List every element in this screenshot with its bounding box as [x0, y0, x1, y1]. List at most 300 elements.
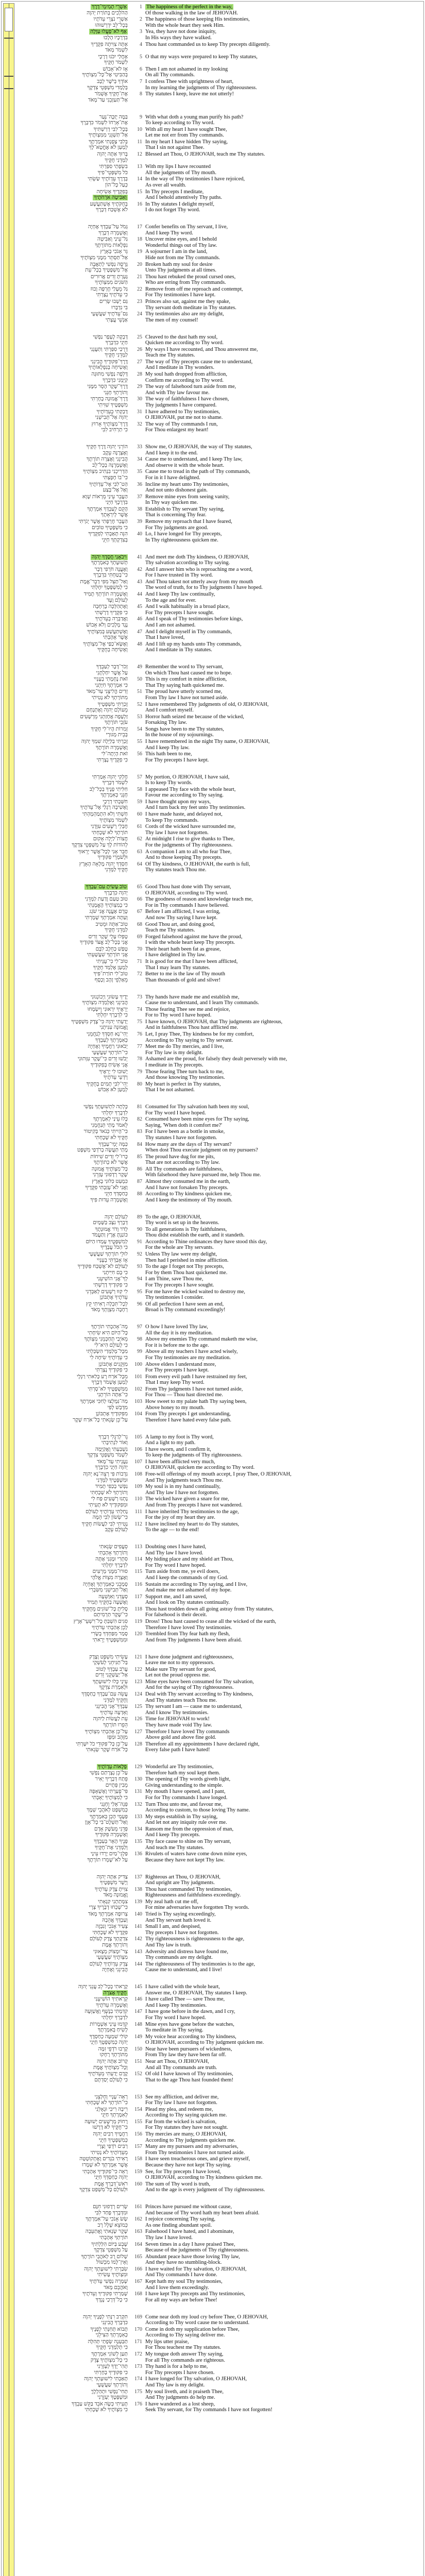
hebrew-line: בְּצִדְקָתְךָ חַיֵּנִי [101, 537, 128, 543]
english-line: Many are my pursuers and my adversaries, [145, 2144, 239, 2150]
verse-number: 129 [134, 1764, 142, 1770]
hebrew-line: כִּי עֵדֹתֶיךָ נָצָרְתִּי [96, 292, 128, 298]
hebrew-text [20, 1654, 131, 1666]
english-line: And they have no stumbling-block. [145, 2260, 222, 2266]
hebrew-line: סְעָדֵנִי וְאִוָּשֵׁעָה [98, 1594, 128, 1600]
hebrew-line: בְּהַבִּיטִי אֶל־כָּל־מִצְוֺתֶיךָ [82, 72, 128, 78]
verse-row [20, 176, 421, 189]
english-text [145, 2327, 418, 2338]
english-line: Quicken me according to Thy word. [145, 340, 224, 346]
english-line: For Thou teachest me Thy statutes. [145, 2345, 222, 2351]
hebrew-line: מִפִּקּוּדֶיךָ אֶתְבּוֹנָן [95, 1411, 128, 1417]
verse-number: 126 [134, 1716, 142, 1722]
english-text [145, 54, 418, 66]
verse-number: 53 [137, 714, 142, 720]
hebrew-line: וְתוֹרָתְךָ אֱמֶת [101, 1942, 128, 1948]
hebrew-line: וִיבֹאֻנִי חֲסָדֶךָ יְהוָה [91, 554, 127, 560]
hebrew-line: מֵעוֹלָם יְהוָה וָאֶתְנֶחָם [86, 707, 128, 714]
hebrew-text [20, 519, 131, 531]
hebrew-line: אֲנִי תּוֹרָתְךָ שִׁעֲשָׁעְתִּי [87, 952, 128, 958]
hebrew-line: חָבֵר אָנִי לְכָל־אֲשֶׁר יְרֵאוּךָ [78, 849, 128, 855]
english-line: I have inherited Thy testimonies to the age, [145, 1509, 239, 1515]
verse-row [20, 604, 421, 616]
hebrew-line: כִּי־שֶׁקֶר תַּרְמִיתָם [93, 1612, 128, 1618]
hebrew-line: אַחֲלַי יִכֹּנוּ דְרָכָי [98, 54, 128, 60]
english-line: For Thy word I have hoped. [145, 1562, 206, 1568]
english-line: Those fearing Thee turn back to me, [145, 1069, 224, 1075]
hebrew-line: וְיָשָׁר מִשְׁפָּטֶיךָ [99, 1880, 128, 1886]
hebrew-line: כִּי־הָיִיתִי כְּנֹאד בְּקִיטוֹר [83, 1129, 128, 1135]
english-text [145, 2009, 418, 2021]
english-line: Falsehood I have hated, and I abominate, [145, 2229, 234, 2235]
english-text [145, 1691, 418, 1703]
hebrew-text [20, 176, 131, 188]
verse-row [20, 151, 421, 164]
english-line: For to Thy word I have hoped. [145, 1012, 212, 1019]
hebrew-text [20, 2144, 131, 2156]
hebrew-line: טוֹב־לִי כִי־עֻנֵּיתִי [96, 959, 128, 965]
hebrew-text [20, 1336, 131, 1348]
stanza-gap [20, 2194, 421, 2204]
english-text [145, 896, 418, 908]
hebrew-line: לְמַעַן לֹא אֶחֱטָא־לָךְ [89, 145, 128, 151]
english-line: For Thy precepts I have chosen. [145, 2369, 215, 2376]
verse-row [20, 506, 421, 519]
english-text [145, 1104, 418, 1116]
english-line: And I meditate in Thy statutes. [145, 647, 212, 653]
hebrew-line: אֲשֶׁר אִמְרָתְךָ לֹא שָׁמָרוּ [82, 2162, 128, 2168]
english-text [145, 1996, 418, 2008]
english-line: Thou hast rebuked the proud cursed ones, [145, 274, 236, 280]
english-line: To the age, O JEHOVAH, [145, 1214, 201, 1220]
english-text [145, 139, 418, 151]
english-line: I with the whole heart keep Thy precepts. [145, 940, 235, 946]
english-line: For Thy precepts I have sought. [145, 609, 214, 616]
english-line: And Thy law I have not forgotten. [145, 1489, 219, 1496]
verse-number: 145 [134, 1984, 142, 1990]
english-line: Thy law I have not forgotten. [145, 829, 209, 836]
verse-row [20, 482, 421, 494]
english-text [145, 519, 418, 531]
english-line: I have inclined my heart to do Thy statutes, [145, 1521, 240, 1527]
verse-number: 159 [134, 2168, 142, 2175]
verse-number: 44 [137, 591, 142, 598]
verse-row [20, 2022, 421, 2034]
english-line: Thou hast commanded Thy testimonies, [145, 1886, 232, 1892]
english-line: This is my comfort in mine affliction, [145, 676, 227, 683]
verse-number: 23 [137, 299, 142, 305]
hebrew-line: מִתּוֹרָתְךָ לֹא נָטִיתִי [91, 694, 128, 701]
english-line: Almost they consumed me in the earth, [145, 1179, 230, 1185]
english-text [145, 2119, 418, 2131]
hebrew-line: גַּל מֵעָלַי חֶרְפָּה וָבוּז [90, 286, 128, 292]
english-text [145, 42, 418, 54]
english-line: And now Thy saying I have kept. [145, 914, 218, 921]
english-text [145, 1471, 418, 1483]
hebrew-line: רָחוֹק מֵרְשָׁעִים יְשׁוּעָה [84, 2119, 128, 2125]
verse-row [20, 1324, 421, 1336]
hebrew-line: מִזָּהָב וּמִפָּז [107, 1735, 128, 1741]
hebrew-line: וּמִמִּשְׁפָּטֶיךָ יָרֵאתִי [92, 1637, 128, 1643]
hebrew-line: נָטִיתִי לִבִּי לַעֲשׂוֹת חֻקֶּיךָ [81, 1521, 128, 1527]
hebrew-text [20, 371, 131, 383]
hebrew-line: שֶׁבַע בַּיּוֹם הִלַּלְתִּיךָ [91, 2241, 128, 2247]
hebrew-text [20, 506, 131, 518]
hebrew-line: קָרְבוּ רֹדְפֵי זִמָּה [98, 2046, 128, 2052]
hebrew-line: תּוֹרָתְךָ לֹא שָׁכָחְתִּי [91, 829, 128, 836]
hebrew-line: סִגִים הִשְׁבַּתָּ כָל־רִשְׁעֵי־אָרֶץ [73, 1619, 128, 1625]
english-line: That to the age Thou hast founded them! [145, 2077, 233, 2083]
english-line: And to those keeping Thy precepts. [145, 855, 223, 861]
english-line: And all Thy commands are truth. [145, 2064, 217, 2071]
hebrew-text [20, 2266, 131, 2278]
hebrew-line: וּמִצְוֺתֶיךָ עָשִׂיתִי [97, 2272, 128, 2278]
english-line: My soul is in my hand continually, [145, 1484, 221, 1490]
verse-row [20, 1239, 421, 1251]
hebrew-line: נֵר־לְרַגְלִי דְבָרֶךָ [98, 1434, 128, 1440]
english-line: And Thy judgments teach Thou me. [145, 1477, 224, 1483]
hebrew-line: עַל לֹא־שָׁמְרוּ תוֹרָתֶךָ [87, 1857, 128, 1863]
hebrew-line: תּוֹרָתְךָ אָהָבְתִּי [99, 2234, 128, 2241]
english-line: Adversity and distress have found me, [145, 1948, 228, 1955]
hebrew-line: אַף לֹא־פָעֲלוּ עַוְלָה [90, 29, 127, 35]
hebrew-text [20, 1374, 131, 1386]
hebrew-text [20, 1851, 131, 1863]
verse-row [20, 861, 421, 874]
hebrew-text [20, 2279, 131, 2291]
hebrew-line: מֵאֹיְבַי תְּחַכְּמֵנִי מִצְוֺתֶךָ [84, 1336, 128, 1343]
hebrew-text [20, 1716, 131, 1728]
english-line: The happiness of the perfect in the way, [146, 4, 233, 10]
hebrew-text [20, 591, 131, 603]
hebrew-line: וְיֹדְעֵי עֵדֹתֶיךָ [103, 1075, 128, 1081]
hebrew-text [20, 1044, 131, 1056]
verse-number: 38 [137, 506, 142, 512]
verse-row [20, 567, 421, 579]
hebrew-text [20, 2291, 131, 2303]
verse-number: 67 [137, 909, 142, 915]
english-line: And I meditate in Thy wonders. [145, 365, 214, 371]
verse-row [20, 664, 421, 676]
verse-row [20, 2204, 421, 2216]
verse-row [20, 1582, 421, 1594]
stanza-gap [20, 984, 421, 994]
hebrew-line: טֶרֶם אֶעֱנֶה אֲנִי שֹׁגֵג [89, 909, 128, 915]
verse-number: 151 [134, 2059, 142, 2065]
english-line: Thy word is set up in the heavens. [145, 1220, 219, 1226]
english-line: Remove my reproach that I have feared, [145, 519, 232, 525]
english-text [145, 1569, 418, 1581]
hebrew-text [20, 1386, 131, 1398]
hebrew-line: לִדְבָרְךָ יִחָלְתִּי [101, 1562, 128, 1568]
english-text [145, 1374, 418, 1386]
english-text [145, 2242, 418, 2253]
hebrew-text [20, 1324, 131, 1336]
english-line: My voice hear according to Thy kindness, [145, 2033, 236, 2040]
english-line: At midnight I rise to give thanks to Thee, [145, 836, 235, 842]
verse-row [20, 311, 421, 324]
verse-row [20, 1251, 421, 1264]
hebrew-text [20, 1961, 131, 1973]
english-line: And I answer him who is reproaching me a word, [145, 566, 253, 572]
hebrew-line: צַר־וּמָצוֹק מְצָאוּנִי [93, 1948, 128, 1955]
hebrew-line: יְהוָה כִּדְבָרֶךָ [104, 890, 128, 896]
verse-number: 13 [137, 164, 142, 170]
verse-row [20, 994, 421, 1007]
english-line: I have remembered Thy judgments of old, O JEHOVAH, [145, 701, 269, 707]
verse-row [20, 2094, 421, 2107]
english-line: According to Thy kindness quicken me, [145, 1191, 232, 1197]
english-line: Near have been pursuers of wickedness, [145, 2046, 232, 2052]
hebrew-text [20, 201, 131, 213]
hebrew-line: לְהוֹדוֹת לָךְ עַל מִשְׁפְּטֵי צִדְקֶךָ [72, 842, 128, 848]
verse-row [20, 519, 421, 531]
verse-row [20, 2156, 421, 2168]
verse-number: 173 [134, 2364, 142, 2370]
english-line: Thy servant I am — cause me to understand, [145, 1704, 243, 1710]
verse-number: 106 [134, 1446, 142, 1452]
english-line: Of Thy kindness, O JEHOVAH, the earth is full, [145, 861, 250, 867]
hebrew-line: מֵעֵדְוֺתֶיךָ לֹא נָטִיתִי [90, 2149, 128, 2156]
english-text [145, 1936, 418, 1948]
english-line: Yea, they have not done iniquity, [145, 29, 216, 35]
hebrew-text [20, 2169, 131, 2181]
verse-row [20, 959, 421, 971]
hebrew-line: רֹאשׁ־דְּבָרְךָ אֱמֶת [94, 2181, 128, 2187]
hebrew-text [20, 421, 131, 433]
verse-number: 99 [137, 1349, 142, 1355]
hebrew-text [20, 994, 131, 1006]
hebrew-line: גַּל־עֵינַי וְאַבִּיטָה [97, 236, 128, 243]
verse-number: 111 [134, 1509, 142, 1515]
english-text [145, 2216, 418, 2228]
hebrew-line: יְהוָה כְּמִשְׁפָּטֶךָ חַיֵּנִי [90, 2040, 128, 2046]
verse-row [20, 1619, 421, 1631]
hebrew-line: לַמְּדֵנִי חֻקֶּיךָ [105, 352, 128, 359]
hebrew-line: הֲבִינֵנִי וְאֶחְיֶה [101, 1967, 128, 1973]
verse-row [20, 286, 421, 299]
hebrew-line: אֶל־מִשְׁפָּטֶיךָ בְכָל־עֵת [85, 267, 128, 274]
verse-row [20, 1716, 421, 1728]
verse-number: 154 [134, 2106, 142, 2112]
hebrew-text [20, 1166, 131, 1178]
verse-number: 175 [134, 2388, 142, 2395]
english-line: Cleaved to the dust hath my soul, [145, 334, 218, 340]
verse-number: 79 [137, 1069, 142, 1075]
verse-row [20, 347, 421, 359]
hebrew-text [20, 2327, 131, 2338]
english-text [145, 1362, 418, 1374]
english-text [145, 2107, 418, 2119]
english-line: My zeal hath cut me off, [145, 1899, 199, 1905]
english-line: All the day it is my meditation. [145, 1330, 213, 1336]
hebrew-text [20, 1007, 131, 1019]
hebrew-line: צָעִיר אָנֹכִי וְנִבְזֶה [95, 1924, 128, 1930]
verse-row [20, 2266, 421, 2279]
verse-row [20, 2131, 421, 2144]
verse-number: 117 [134, 1594, 142, 1600]
hebrew-line: וְאֶשְׁמְרָה דְבָרֶךָ [98, 230, 128, 236]
english-line: Before I am afflicted, I was erring, [145, 909, 220, 915]
hebrew-line: מֵבִין פְּתָיִים [105, 1782, 128, 1788]
hebrew-line: יֵבֹשׁוּ זֵדִים כִּי־שֶׁקֶר עִוְּתוּנִי [77, 1056, 128, 1062]
hebrew-line: בָּרוּךְ אַתָּה יְהוָה [97, 151, 128, 158]
english-line: And I keep Thy testimonies. [145, 2002, 207, 2008]
english-line: And because of Thy word hath my heart been afraid. [145, 2210, 260, 2216]
english-line: O JEHOVAH, according to Thy kindness quicken me. [145, 2175, 263, 2181]
verse-number: 66 [137, 896, 142, 903]
hebrew-line: וּלְעוֹלָם כָּל־מִשְׁפַּט צִדְקֶךָ [79, 2187, 128, 2193]
verse-number: 136 [134, 1851, 142, 1857]
verse-number: 164 [134, 2241, 142, 2247]
hebrew-line: אֶת־אָרְחוֹ לִשְׁמֹר כִּדְבָרֶךָ [80, 120, 128, 126]
verse-row [20, 2169, 421, 2181]
hebrew-line: דָּבְקָה לֶעָפָר נַפְשִׁי [93, 334, 128, 340]
english-line [145, 97, 418, 104]
verse-row [20, 1776, 421, 1789]
english-text [145, 2376, 418, 2388]
english-line: Kept hath my soul Thy testimonies, [145, 2279, 223, 2285]
verse-row [20, 1154, 421, 1166]
verse-row [20, 66, 421, 79]
hebrew-line: לִדְבָרְךָ יִחָלְתִּי [101, 1110, 128, 1116]
verse-number: 109 [134, 1484, 142, 1490]
verse-number: 87 [137, 1179, 142, 1185]
english-line: For the whole are Thy servants. [145, 1245, 214, 1251]
english-line: For Thy precepts I have kept. [145, 1367, 209, 1374]
verse-number: 11 [137, 139, 142, 145]
hebrew-line: כְּמִשְׁפָּטֶיךָ חַיֵּנִי [98, 2137, 128, 2143]
hebrew-line: פְּנֵה־אֵלַי וְחָנֵּנִי [99, 1801, 128, 1807]
hebrew-line: כִּי־בָטַחְתִּי בִּדְבָרֶךָ [93, 572, 128, 579]
english-line: Thy hands have made me and establish me, [145, 994, 240, 1000]
hebrew-text [20, 347, 131, 359]
verse-number: 3 [140, 29, 142, 35]
hebrew-line: טוֹב עָשִׂיתָ עִם־עַבְדְּךָ [86, 884, 127, 890]
verse-number: 138 [134, 1886, 142, 1892]
english-line: When dost Thou execute judgment on my pursuers? [145, 1147, 258, 1154]
english-line: And Thy law I have loved. [145, 1550, 203, 1556]
hebrew-line: זְכֹר־דָּבָר לְעַבְדֶּךָ [96, 664, 128, 670]
english-line: That I may keep Thy word. [145, 1380, 205, 1386]
verse-number: 77 [137, 1044, 142, 1050]
english-line: And I am not ashamed. [145, 622, 196, 628]
hebrew-line: כִּי תְלַמְּדֵנִי חֻקֶּיךָ [96, 2345, 128, 2351]
hebrew-line: לֹא אֶשְׁכַּח דְּבָרֶךָ [96, 207, 128, 213]
verse-row [20, 1191, 421, 1204]
hebrew-line: לְעוֹלָם לֹא־אֶשְׁכַּח פִּקּוּדֶיךָ [77, 1264, 128, 1270]
hebrew-line: כִּי־שְׂשׂוֹן לִבִּי הֵמָּה [92, 1515, 128, 1521]
hebrew-text [20, 1276, 131, 1288]
verse-row [20, 2339, 421, 2351]
hebrew-text [20, 579, 131, 591]
hebrew-line: דָּלְפָה נַפְשִׁי מִתּוּגָה [91, 371, 128, 378]
hebrew-line: רִיבָה רִיבִי וּגְאָלֵנִי [95, 2106, 128, 2112]
english-text [145, 726, 418, 738]
english-line: For Thy precepts I have kept. [145, 757, 209, 763]
verse-number: 49 [137, 664, 142, 670]
hebrew-line: חַסְדְּךָ יְהוָה מָלְאָה הָאָרֶץ [79, 861, 128, 867]
hebrew-line: זַלְעָפָה אֲחָזַתְנִי מֵרְשָׁעִים [80, 714, 128, 720]
hebrew-line: לוּלֵי תוֹרָתְךָ שַׁעֲשֻׁעָי [89, 1251, 128, 1258]
hebrew-line: כִּי בְמִצְוֺתֶיךָ הֶאֱמָנְתִּי [87, 902, 128, 908]
english-line: With all my heart I have sought Thee, [145, 126, 227, 132]
hebrew-text [20, 616, 131, 628]
english-line: I appeased Thy face with the whole heart, [145, 786, 236, 792]
hebrew-line: וְאֶשְׁמְרָה עֵדֹתֶיךָ [96, 2002, 128, 2008]
english-line: Giving understanding to the simple. [145, 1782, 223, 1788]
hebrew-line: לָכֵן אָהַבְתִּי עֵדֹתֶיךָ [92, 1624, 128, 1631]
english-line: According to Thy word cause me to understand. [145, 2320, 250, 2326]
verse-row [20, 689, 421, 701]
hebrew-line: נָתְנוּ רְשָׁעִים פַּח לִי [91, 1496, 128, 1502]
hebrew-text [20, 409, 131, 421]
hebrew-line: כֹּל מִשְׁפְּטֵי־פִיךָ [97, 170, 128, 176]
english-text [145, 2034, 418, 2046]
english-line: Teach me Thy statutes. [145, 352, 195, 359]
hebrew-line: וְאֶשָּׂא־כַפַּי אֶל־מִצְוֺתֶיךָ [83, 641, 128, 647]
english-text [145, 1044, 418, 1056]
english-text [145, 1349, 418, 1361]
english-line: My tongue doth answer Thy saying, [145, 2351, 224, 2358]
english-line: Doubting ones I have hated, [145, 1544, 207, 1550]
stanza-gap [20, 1204, 421, 1214]
hebrew-line: יְבֹאוּנִי רַחֲמֶיךָ וְאֶחְיֶה [88, 1044, 128, 1050]
hebrew-line: אֲנִי אָשִׂיחַ בְּפִקּוּדֶיךָ [90, 1062, 128, 1068]
english-line: Thy precepts I have not forgotten. [145, 1929, 219, 1936]
hebrew-line: בִּדְרָכָיו הָלָכוּ [103, 35, 128, 41]
hebrew-line: שֶׁקֶר שָׂנֵאתִי וָאֲתַעֵבָה [85, 2229, 128, 2235]
hebrew-line: שִׂבַּרְתִּי לִישׁוּעָתְךָ יְהוָה [84, 2266, 128, 2272]
english-line: From Thy law they have been far off. [145, 2052, 227, 2058]
hebrew-line: וְתוֹרָתְךָ אָהָבְתִּי [98, 1550, 128, 1556]
hebrew-line: כִּי אִמְרָתְךָ חִיָּתְנִי [95, 682, 128, 688]
hebrew-line: לְעוֹלָם יְהוָה [104, 1214, 128, 1220]
english-text [145, 1324, 418, 1336]
verse-number: 161 [134, 2204, 142, 2210]
hebrew-line: זָכַרְתִּי בַלַּיְלָה שִׁמְךָ יְהוָה [81, 739, 128, 745]
hebrew-line: הֵפֵרוּ תּוֹרָתֶךָ [103, 1722, 128, 1728]
hebrew-line: אַשְׁרֵי נֹצְרֵי עֵדֹתָיו [93, 16, 128, 23]
hebrew-line: וּלְאִמְרַת צִדְקֶךָ [99, 1685, 128, 1691]
english-line: For Thy word I have hoped. [145, 1110, 206, 1116]
hebrew-line: וְאֶתְהַלְּכָה בָרְחָבָה [93, 604, 128, 610]
english-line: Incline my heart unto Thy testimonies, [145, 481, 229, 487]
english-line: And I keep the testimony of Thy mouth. [145, 1197, 232, 1203]
hebrew-line: קָרוֹב אַתָּה יְהוָה [96, 2059, 128, 2065]
verse-row [20, 824, 421, 836]
hebrew-line: לִשְׁמֹר מִצְוֺתֶיךָ [99, 817, 128, 823]
verse-row [20, 1996, 421, 2009]
hebrew-text [20, 139, 131, 151]
hebrew-line: כַּמָּה יְמֵי־עַבְדֶּךָ [98, 1141, 128, 1147]
hebrew-line: וְאֵדְעָה עֵדֹתֶיךָ [100, 1709, 128, 1716]
hebrew-line: וְאַל־תַּצֵּל מִפִּי דְבַר־אֱמֶת [80, 579, 128, 585]
hebrew-line: כִּי־תוֹרָתְךָ לֹא שָׁכָחְתִּי [85, 2100, 128, 2106]
verse-row [20, 726, 421, 739]
english-line: And I behold attentively Thy paths. [145, 195, 223, 201]
english-line: That I sin not against Thee. [145, 145, 205, 151]
english-line: That are not according to Thy law. [145, 1160, 220, 1166]
hebrew-line: כִּי פִקֻּדֶיךָ דָרָשְׁתִּי [94, 609, 128, 616]
english-line: That I have loved, [145, 635, 185, 641]
english-line: Of those walking in the law of JEHOVAH. [145, 10, 239, 16]
verse-row [20, 909, 421, 921]
english-line: Free-will offerings of my mouth accept, I pray Thee, O JEHOVAH, [145, 1471, 292, 1478]
verse-number: 18 [137, 236, 142, 243]
hebrew-line: כְּחַסְדְּךָ חַיֵּנִי [104, 1191, 128, 1197]
verse-row [20, 2314, 421, 2327]
